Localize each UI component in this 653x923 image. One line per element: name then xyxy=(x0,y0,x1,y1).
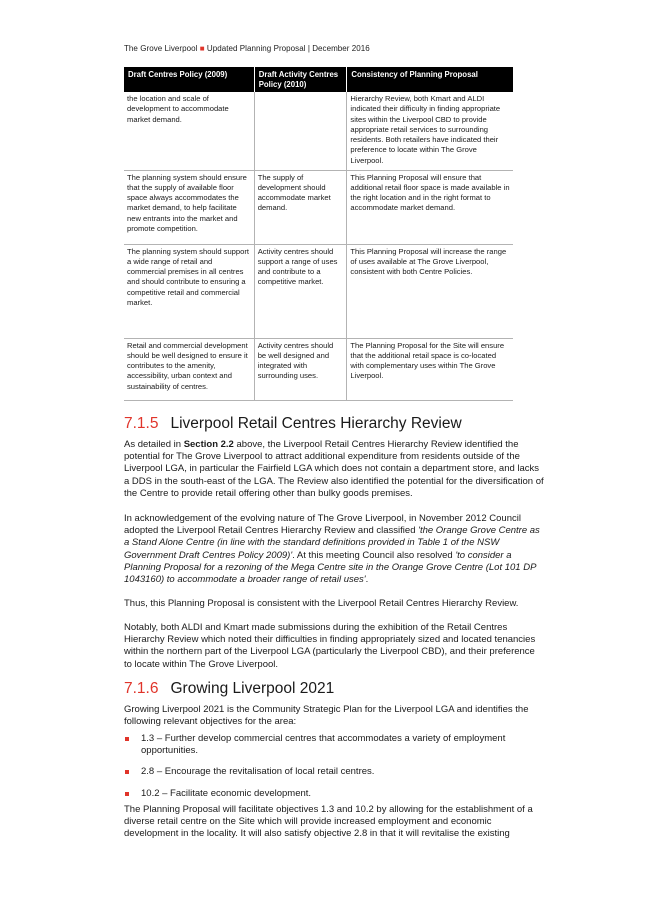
text-run: above, the Liverpool Retail Centres Hierarchy Review identified the potential for The Grove Liverpool to attract additional expenditure from residents outside of the Liverpool LGA, in particular the Fairfield LGA which does not contain a department store, and lacks a DDS in the south-east of the LGA. The Review also identified the potential for the diversification of the Centre to provide retail offering other than bulky goods premises. xyxy=(124,439,544,499)
text-run: . At this meeting Council also resolved xyxy=(292,549,456,561)
table-cell: Activity centres should support a range of uses and contribute to a competitive market. xyxy=(254,244,347,338)
bullet-square-icon xyxy=(125,792,129,796)
paragraph: The Planning Proposal will facilitate objectives 1.3 and 10.2 by allowing for the establishment of a diverse retail centre on the Site which will provide increased employment and economic development in the locality. It will also satisfy objective 2.8 in that it will revitalise the existing xyxy=(124,804,533,840)
column-header: Consistency of Planning Proposal xyxy=(347,67,513,92)
paragraph: Thus, this Planning Proposal is consistent with the Liverpool Retail Centres Hierarchy Review. xyxy=(124,598,519,609)
paragraph: Growing Liverpool 2021 is the Community Strategic Plan for the Liverpool LGA and identifies the following relevant objectives for the area: xyxy=(124,704,529,728)
text-run: . xyxy=(365,574,369,586)
quotation: 'to consider a Planning Proposal for a rezoning of the Mega Centre site in the Orange Grove Centre (Lot 101 DP 1043160) to accommodate a broader range of retail uses' xyxy=(124,549,537,586)
objectives-list xyxy=(124,733,534,809)
section-reference: Section 2.2 xyxy=(183,439,234,450)
table-cell: Activity centres should be well designed and integrated with surrounding uses. xyxy=(254,338,347,400)
running-header xyxy=(124,44,370,53)
header-subtitle: Updated Planning Proposal | December 2016 xyxy=(206,44,370,53)
section-heading-growing-liverpool xyxy=(124,680,334,698)
table-row xyxy=(124,244,513,338)
table-cell: Hierarchy Review, both Kmart and ALDI indicated their difficulty in finding appropriate sites within the Liverpool CBD to provide appropriate retail services to surrounding residents. Both retailers have indicated their preference to locate within The Grove Liverpool. xyxy=(347,92,513,170)
table-header-row xyxy=(124,67,513,92)
column-header: Draft Activity Centres Policy (2010) xyxy=(254,67,347,92)
text-run: As detailed in xyxy=(124,439,184,450)
text-run: In acknowledgement of the evolving nature of The Grove Liverpool, in November 2012 Council adopted the Liverpool Retail Centres Hierarchy Review and classified xyxy=(124,513,521,537)
table-cell: the location and scale of development to accommodate market demand. xyxy=(124,92,254,170)
bullet-square-icon xyxy=(125,737,129,741)
table-cell: This Planning Proposal will ensure that additional retail floor space is made available in the right location and in the right format to accommodate market demand. xyxy=(347,170,513,244)
section-title: Liverpool Retail Centres Hierarchy Review xyxy=(170,415,462,432)
table-cell: The Planning Proposal for the Site will ensure that the additional retail space is co-located with complementary uses within The Grove Liverpool. xyxy=(347,338,513,400)
quotation: 'the Orange Grove Centre as a Stand Alone Centre (in line with the standard definitions provided in Table 1 of the NSW Government Draft Centres Policy 2009)' xyxy=(124,525,540,561)
list-item-text: 2.8 – Encourage the revitalisation of local retail centres. xyxy=(141,766,375,778)
section-number: 7.1.6 xyxy=(124,680,159,697)
bullet-square-icon xyxy=(125,770,129,774)
paragraph: Notably, both ALDI and Kmart made submissions during the exhibition of the Retail Centres Hierarchy Review which noted their difficulties in finding appropriately sized and located tenancies within the northern part of the Liverpool LGA (particularly the Liverpool CBD), and their preference to locate within The Grove Liverpool. xyxy=(124,622,536,670)
header-separator-icon: ■ xyxy=(199,44,205,53)
list-item-text: 10.2 – Facilitate economic development. xyxy=(141,787,312,799)
table-cell: The planning system should support a wide range of retail and commercial premises in all centres and should contribute to ensuring a competitive retail and commercial market. xyxy=(124,244,254,338)
table-cell: The supply of development should accommodate market demand. xyxy=(254,170,347,244)
table-cell xyxy=(254,92,347,170)
list-item xyxy=(124,733,534,757)
table-row xyxy=(124,338,513,400)
section-number: 7.1.5 xyxy=(124,415,159,432)
policy-table xyxy=(124,67,513,401)
paragraph xyxy=(124,513,544,586)
list-item xyxy=(124,788,534,800)
list-item-text: 1.3 – Further develop commercial centres that accommodates a variety of employment opportunities. xyxy=(141,733,506,757)
table-row xyxy=(124,170,513,244)
list-item xyxy=(124,766,534,778)
column-header: Draft Centres Policy (2009) xyxy=(124,67,254,92)
table-row xyxy=(124,92,513,170)
table-cell: The planning system should ensure that the supply of available floor space always accommodates the market demand, to help facilitate new entrants into the market and promote competition. xyxy=(124,170,254,244)
table-cell: This Planning Proposal will increase the range of uses available at The Grove Liverpool, consistent with both Centre Policies. xyxy=(347,244,513,338)
table-cell: Retail and commercial development should be well designed to ensure it contributes to the amenity, accessibility, urban context and sustainability of centres. xyxy=(124,338,254,400)
section-heading-retail-hierarchy xyxy=(124,415,462,433)
paragraph xyxy=(124,439,544,500)
header-title: The Grove Liverpool xyxy=(124,44,198,53)
section-title: Growing Liverpool 2021 xyxy=(170,680,335,697)
